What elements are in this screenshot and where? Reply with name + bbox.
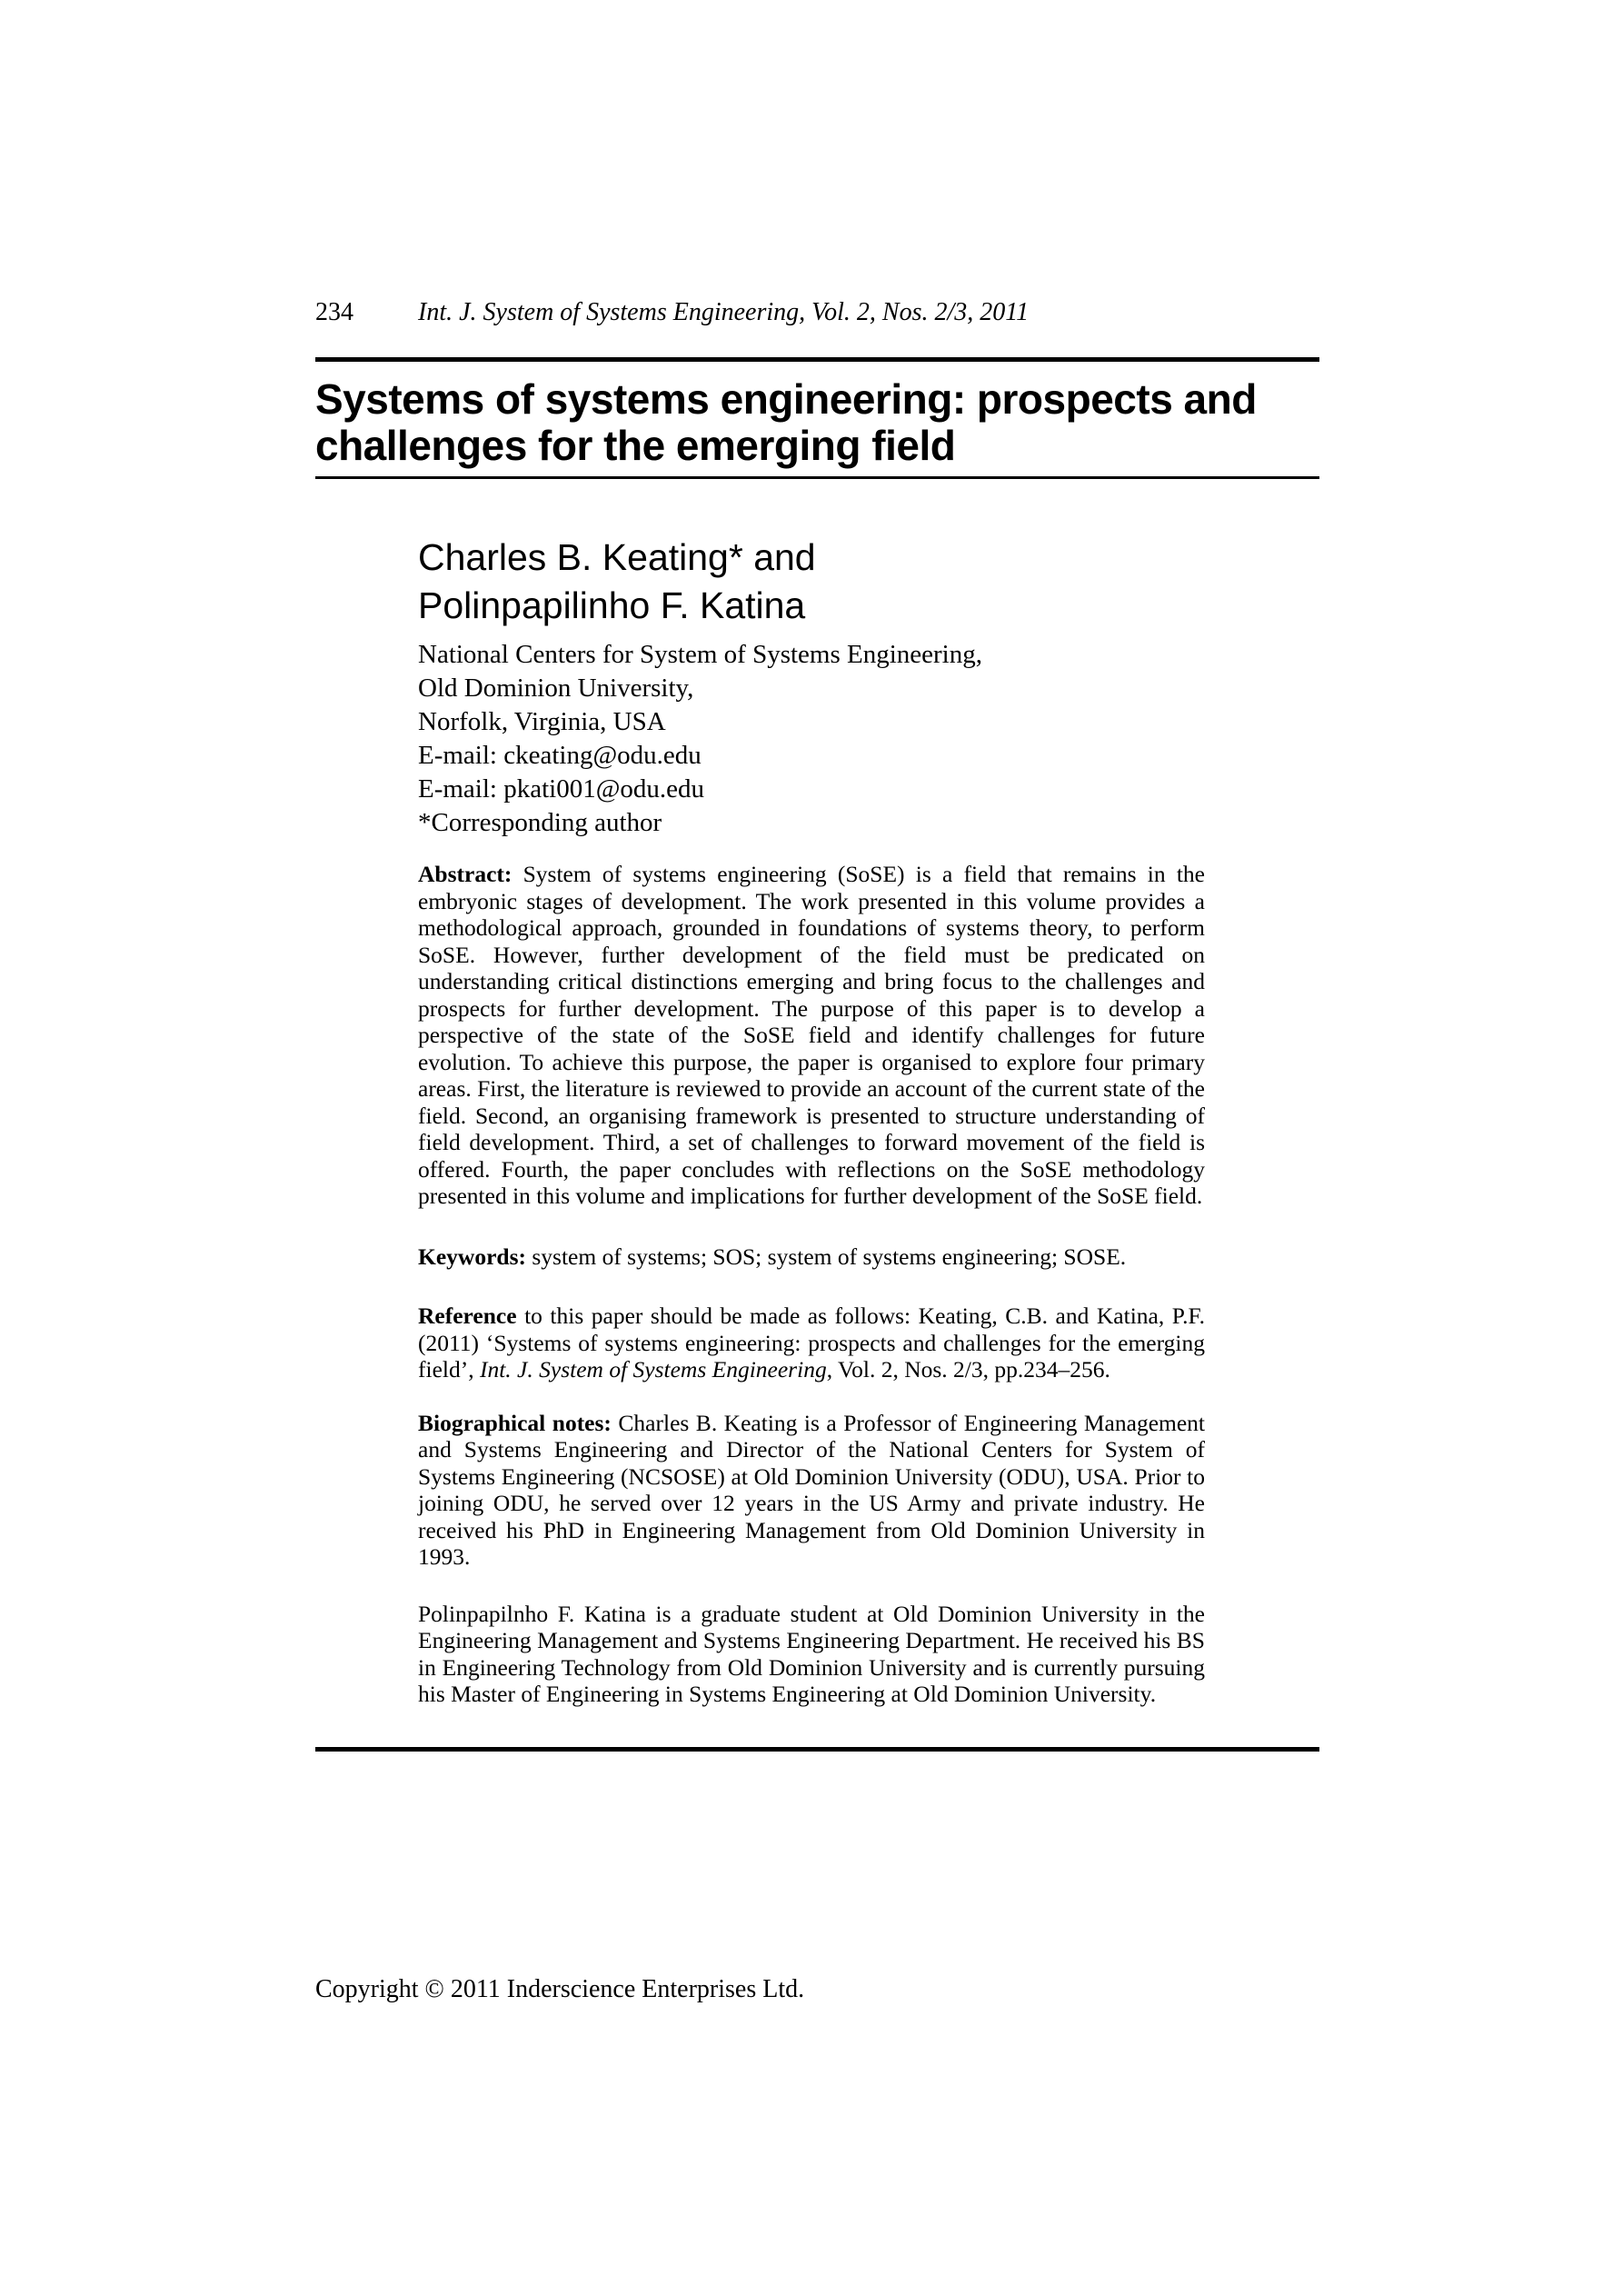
author-line-1: Charles B. Keating* and	[418, 536, 816, 578]
keywords-label: Keywords:	[418, 1243, 532, 1270]
paper-title: Systems of systems engineering: prospects and challenges for the emerging field	[315, 375, 1257, 469]
affiliation-line: Old Dominion University,	[418, 674, 694, 703]
author-names	[418, 534, 1205, 630]
affiliation-block	[418, 638, 1205, 840]
journal-header: Int. J. System of Systems Engineering, Vol. 2, Nos. 2/3, 2011	[418, 298, 1030, 326]
bio-paragraph-2: Polinpapilnho F. Katina is a graduate student at Old Dominion University in the Engineering Management and Systems Engineering Department. He received his BS in Engineering Technology from Old Dominion University and is currently pursuing his Master of Engineering in Systems Engineering at Old Dominion University.	[418, 1600, 1205, 1707]
author-line-2: Polinpapilinho F. Katina	[418, 584, 806, 626]
body-column	[418, 534, 1205, 1708]
page-content	[315, 297, 1319, 1752]
keywords-paragraph	[418, 1243, 1205, 1271]
page-number: 234	[315, 298, 353, 326]
bio-paragraph	[418, 1410, 1205, 1571]
top-rule	[315, 357, 1319, 362]
reference-text: to this paper should be made as follows: Keating, C.B. and Katina, P.F. (2011) ‘Systems of systems engineering: prospects and challenges for the emerging field’,	[418, 1303, 1205, 1383]
abstract-paragraph	[418, 861, 1205, 1210]
running-header	[315, 297, 1319, 328]
reference-paragraph	[418, 1303, 1205, 1383]
reference-journal-name: Int. J. System of Systems Engineering	[479, 1356, 827, 1383]
email-line: E-mail: pkati001@odu.edu	[418, 774, 705, 804]
bottom-rule	[315, 1747, 1319, 1752]
title-rule	[315, 476, 1319, 479]
bio-label: Biographical notes:	[418, 1409, 619, 1436]
reference-tail: , Vol. 2, Nos. 2/3, pp.234–256.	[826, 1356, 1110, 1383]
email-line: E-mail: ckeating@odu.edu	[418, 741, 702, 770]
abstract-label: Abstract:	[418, 861, 523, 887]
bio-text: Charles B. Keating is a Professor of Engineering Management and Systems Engineering and Director of the National Centers for System of Systems Engineering (NCSOSE) at Old Dominion University (ODU), USA. Prior to joining ODU, he served over 12 years in the US Army and private industry. He received his PhD in Engineering Management from Old Dominion University in 1993.	[418, 1409, 1206, 1570]
copyright-notice: Copyright © 2011 Inderscience Enterprises Ltd.	[315, 1975, 805, 2003]
reference-label: Reference	[418, 1303, 517, 1329]
keywords-text: system of systems; SOS; system of systems engineering; SOSE.	[532, 1243, 1127, 1270]
affiliation-line: National Centers for System of Systems Engineering,	[418, 640, 982, 669]
abstract-text: System of systems engineering (SoSE) is a field that remains in the embryonic stages of development. The work presented in this volume provides a methodological approach, grounded in foundations of systems theory, to perform SoSE. However, further development of the field must be predicated on understanding critical distinctions emerging and bring focus to the challenges and prospects for further development. The purpose of this paper is to develop a perspective of the state of the SoSE field and identify challenges for future evolution. To achieve this purpose, the paper is organised to explore four primary areas. First, the literature is reviewed to provide an account of the current state of the field. Second, an organising framework is presented to structure understanding of field development. Third, a set of challenges to forward movement of the field is offered. Fourth, the paper concludes with reflections on the SoSE methodology presented in this volume and implications for further development of the SoSE field.	[418, 861, 1205, 1209]
corresponding-author-note: *Corresponding author	[418, 808, 662, 837]
affiliation-line: Norfolk, Virginia, USA	[418, 707, 666, 736]
